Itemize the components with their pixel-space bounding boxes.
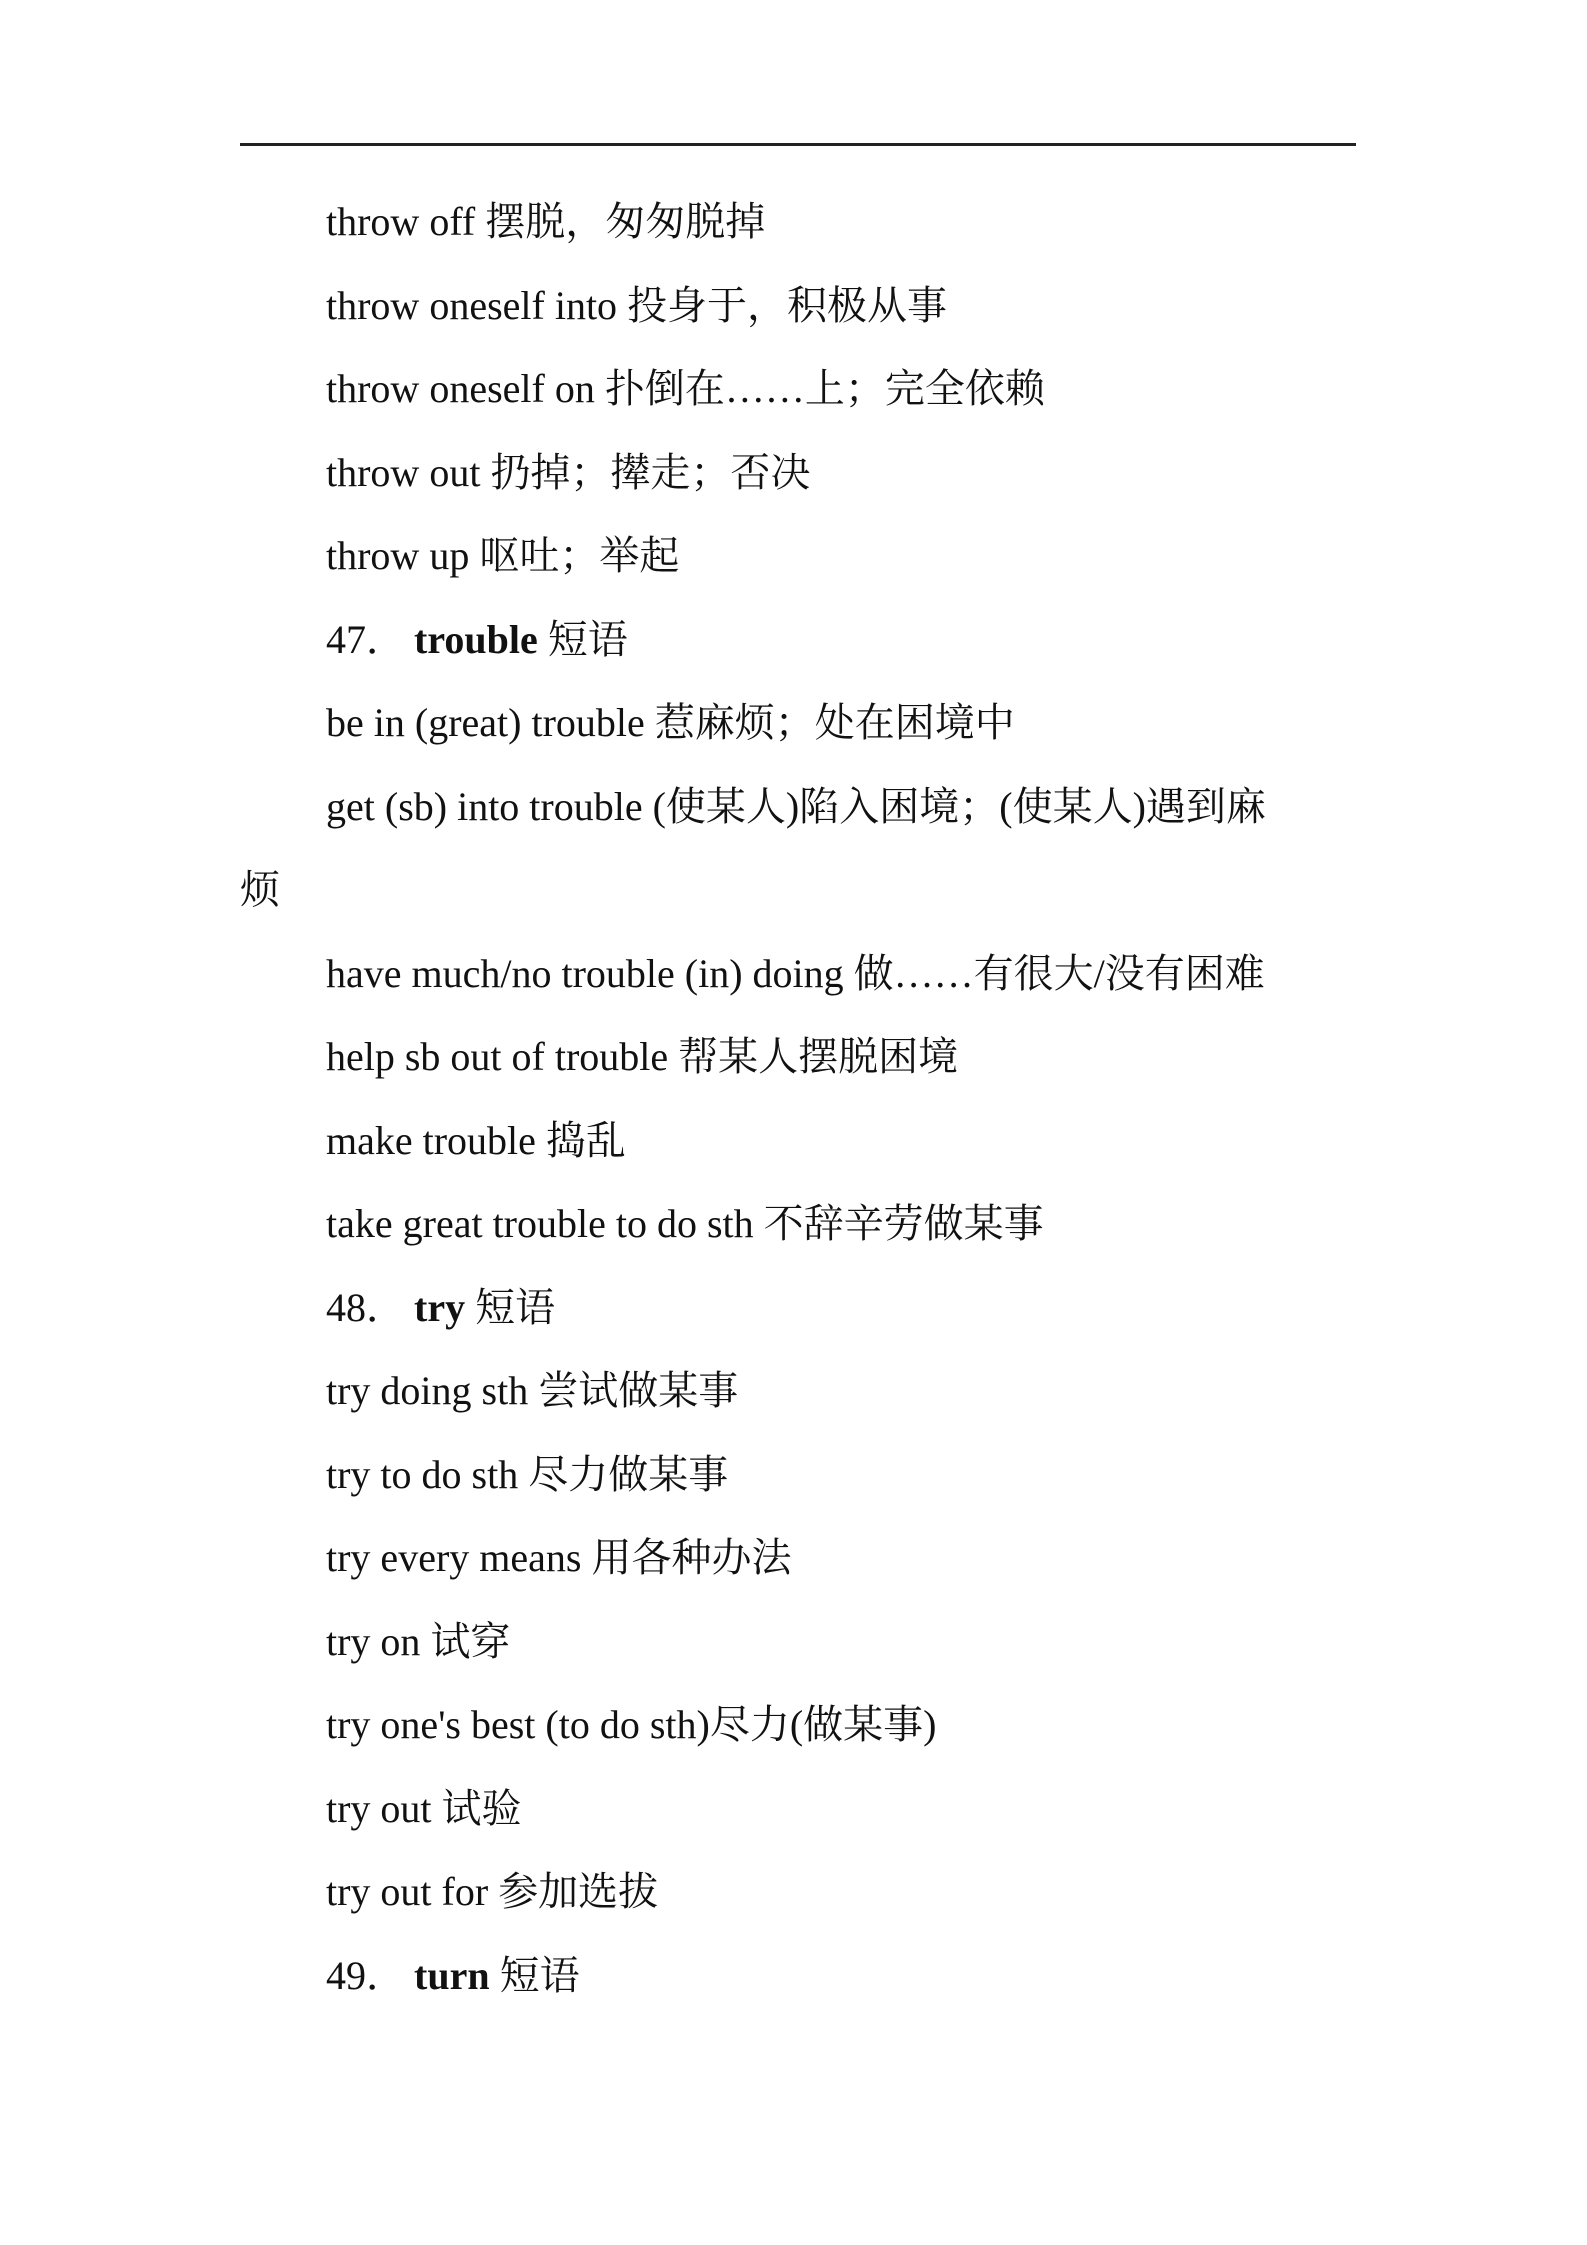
phrase-text: try to do sth bbox=[326, 1451, 519, 1497]
section-heading bbox=[240, 1934, 1356, 2018]
phrase-line bbox=[240, 347, 1356, 431]
phrase-meaning: 呕吐；举起 bbox=[479, 533, 680, 578]
phrase-meaning: 试验 bbox=[441, 1785, 522, 1831]
phrase-line bbox=[240, 1433, 1356, 1517]
section-heading bbox=[240, 1266, 1356, 1350]
phrase-line bbox=[240, 1683, 1356, 1767]
section-keyword: try bbox=[414, 1284, 466, 1330]
phrase-meaning: 尝试做某事 bbox=[538, 1368, 739, 1413]
phrase-text: throw oneself into bbox=[326, 282, 618, 328]
section-heading bbox=[240, 598, 1356, 682]
phrase-line-continuation bbox=[240, 848, 1356, 932]
phrase-text: throw up bbox=[326, 533, 470, 578]
phrase-meaning: (使某人)陷入困境；(使某人)遇到麻 bbox=[652, 783, 1266, 829]
phrase-text: try on bbox=[326, 1618, 421, 1664]
phrase-line bbox=[240, 431, 1356, 515]
phrase-text: throw out bbox=[326, 449, 481, 495]
phrase-line bbox=[240, 1516, 1356, 1600]
phrase-meaning: 惹麻烦；处在困境中 bbox=[654, 700, 1015, 745]
phrase-line bbox=[240, 1767, 1356, 1851]
section-number: 48． bbox=[326, 1284, 406, 1330]
phrase-meaning: 扑倒在……上；完全依赖 bbox=[604, 366, 1045, 411]
phrase-line bbox=[240, 1015, 1356, 1099]
phrase-line bbox=[240, 1099, 1356, 1183]
phrase-line bbox=[240, 264, 1356, 348]
phrase-meaning: 用各种办法 bbox=[591, 1535, 792, 1580]
phrase-text: be in (great) trouble bbox=[326, 700, 645, 745]
phrase-line bbox=[240, 681, 1356, 765]
phrase-text: make trouble bbox=[326, 1117, 536, 1163]
phrase-line bbox=[240, 932, 1356, 1016]
section-number: 47． bbox=[326, 616, 406, 662]
phrase-meaning: 尽力(做某事) bbox=[709, 1702, 937, 1747]
section-keyword: trouble bbox=[414, 616, 538, 662]
phrase-text: throw oneself on bbox=[326, 366, 595, 411]
phrase-text: throw off bbox=[326, 199, 476, 244]
section-number: 49． bbox=[326, 1952, 406, 1998]
phrase-meaning: 做……有很大/没有困难 bbox=[853, 950, 1265, 996]
section-keyword: turn bbox=[414, 1952, 490, 1998]
phrase-meaning: 参加选拔 bbox=[498, 1869, 659, 1914]
phrase-line bbox=[240, 1349, 1356, 1433]
phrase-line bbox=[240, 765, 1356, 849]
phrase-meaning: 帮某人摆脱困境 bbox=[678, 1034, 959, 1079]
phrase-text: have much/no trouble (in) doing bbox=[326, 950, 844, 996]
phrase-text: help sb out of trouble bbox=[326, 1034, 669, 1079]
phrase-meaning: 捣乱 bbox=[545, 1117, 626, 1163]
phrase-line bbox=[240, 514, 1356, 598]
phrase-line bbox=[240, 1182, 1356, 1266]
section-label: 短语 bbox=[475, 1284, 556, 1330]
section-label: 短语 bbox=[499, 1952, 580, 1998]
phrase-meaning: 扔掉；撵走；否决 bbox=[490, 449, 811, 495]
phrase-text: try doing sth bbox=[326, 1368, 529, 1413]
phrase-meaning-continuation: 烦 bbox=[240, 867, 280, 912]
phrase-meaning: 摆脱，匆匆脱掉 bbox=[485, 199, 766, 244]
phrase-meaning: 尽力做某事 bbox=[528, 1451, 729, 1497]
phrase-meaning: 投身于，积极从事 bbox=[627, 282, 948, 328]
document-body bbox=[240, 180, 1356, 2017]
phrase-meaning: 不辞辛劳做某事 bbox=[763, 1201, 1044, 1246]
section-label: 短语 bbox=[547, 616, 628, 662]
phrase-text: get (sb) into trouble bbox=[326, 783, 643, 829]
header-rule bbox=[240, 143, 1356, 146]
phrase-text: try every means bbox=[326, 1535, 582, 1580]
phrase-line bbox=[240, 1600, 1356, 1684]
phrase-text: try one's best (to do sth) bbox=[326, 1702, 710, 1747]
phrase-text: try out bbox=[326, 1785, 432, 1831]
phrase-text: take great trouble to do sth bbox=[326, 1201, 754, 1246]
phrase-meaning: 试穿 bbox=[430, 1618, 511, 1664]
phrase-text: try out for bbox=[326, 1869, 489, 1914]
phrase-line bbox=[240, 1850, 1356, 1934]
phrase-line bbox=[240, 180, 1356, 264]
